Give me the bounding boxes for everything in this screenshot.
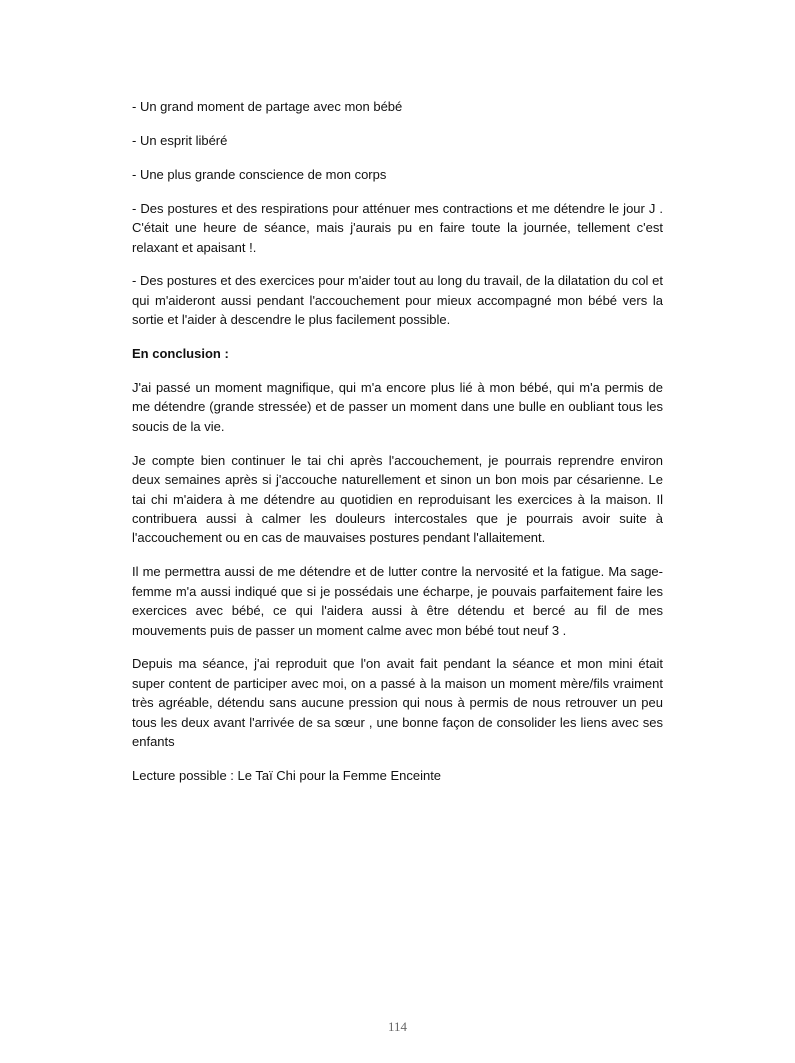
paragraph-reading-suggestion: Lecture possible : Le Taï Chi pour la Femme Enceinte bbox=[132, 767, 442, 783]
bullet-body-awareness: - Une plus grande conscience de mon corps bbox=[132, 166, 387, 182]
paragraph-magnificent-moment: J'ai passé un moment magnifique, qui m'a encore plus lié à mon bébé, qui m'a permis de me détendre (grande stressée) et de passer un moment dans une bulle en oubliant tous les soucis de la vie. bbox=[132, 380, 663, 434]
bullet-postures-breathing: - Des postures et des respirations pour atténuer mes contractions et me détendre le jour J . C'était une heure de séance, mais j'aurais pu en faire toute la journée, tellement c'est relaxant et apaisant !. bbox=[132, 200, 663, 255]
page-body bbox=[132, 97, 663, 800]
conclusion-heading: En conclusion : bbox=[132, 346, 229, 362]
paragraph-relax-fatigue: Il me permettra aussi de me détendre et de lutter contre la nervosité et la fatigue. Ma sage-femme m'a aussi indiqué que si je possédais une écharpe, je pouvais parfaitement faire les exercices avec bébé, ce qui l'aidera aussi à être détendu et bercé au fil de mes mouvements puis de passer un moment calme avec mon bébé tout neuf 3 . bbox=[132, 564, 663, 638]
bullet-postures-exercises: - Des postures et des exercices pour m'aider tout au long du travail, de la dilatation du col et qui m'aideront aussi pendant l'accouchement pour mieux accompagné mon bébé vers la sortie et l'aider à descendre le plus facilement possible. bbox=[132, 273, 663, 328]
page-number: 114 bbox=[387, 1019, 408, 1034]
paragraph-since-session: Depuis ma séance, j'ai reproduit que l'on avait fait pendant la séance et mon mini était super content de participer avec moi, on a passé à la maison un moment mère/fils vraiment très agréable, détendu sans aucune pression qui nous à permis de nous retrouver un peu tous les deux avant l'arrivée de sa sœur , une bonne façon de consolider les liens avec ses enfants bbox=[132, 656, 663, 750]
bullet-free-mind: - Un esprit libéré bbox=[132, 132, 228, 148]
paragraph-continue-tai-chi: Je compte bien continuer le tai chi après l'accouchement, je pourrais reprendre environ deux semaines après si j'accouche naturellement et sinon un bon mois par césarienne. Le tai chi m'aidera à me détendre au quotidien en reproduisant les exercices à la maison. Il contribuera aussi à calmer les douleurs intercostales que je pourrais avoir suite à l'accouchement ou en cas de mauvaises postures pendant l'allaitement. bbox=[132, 452, 663, 546]
bullet-sharing: - Un grand moment de partage avec mon bébé bbox=[132, 99, 403, 114]
